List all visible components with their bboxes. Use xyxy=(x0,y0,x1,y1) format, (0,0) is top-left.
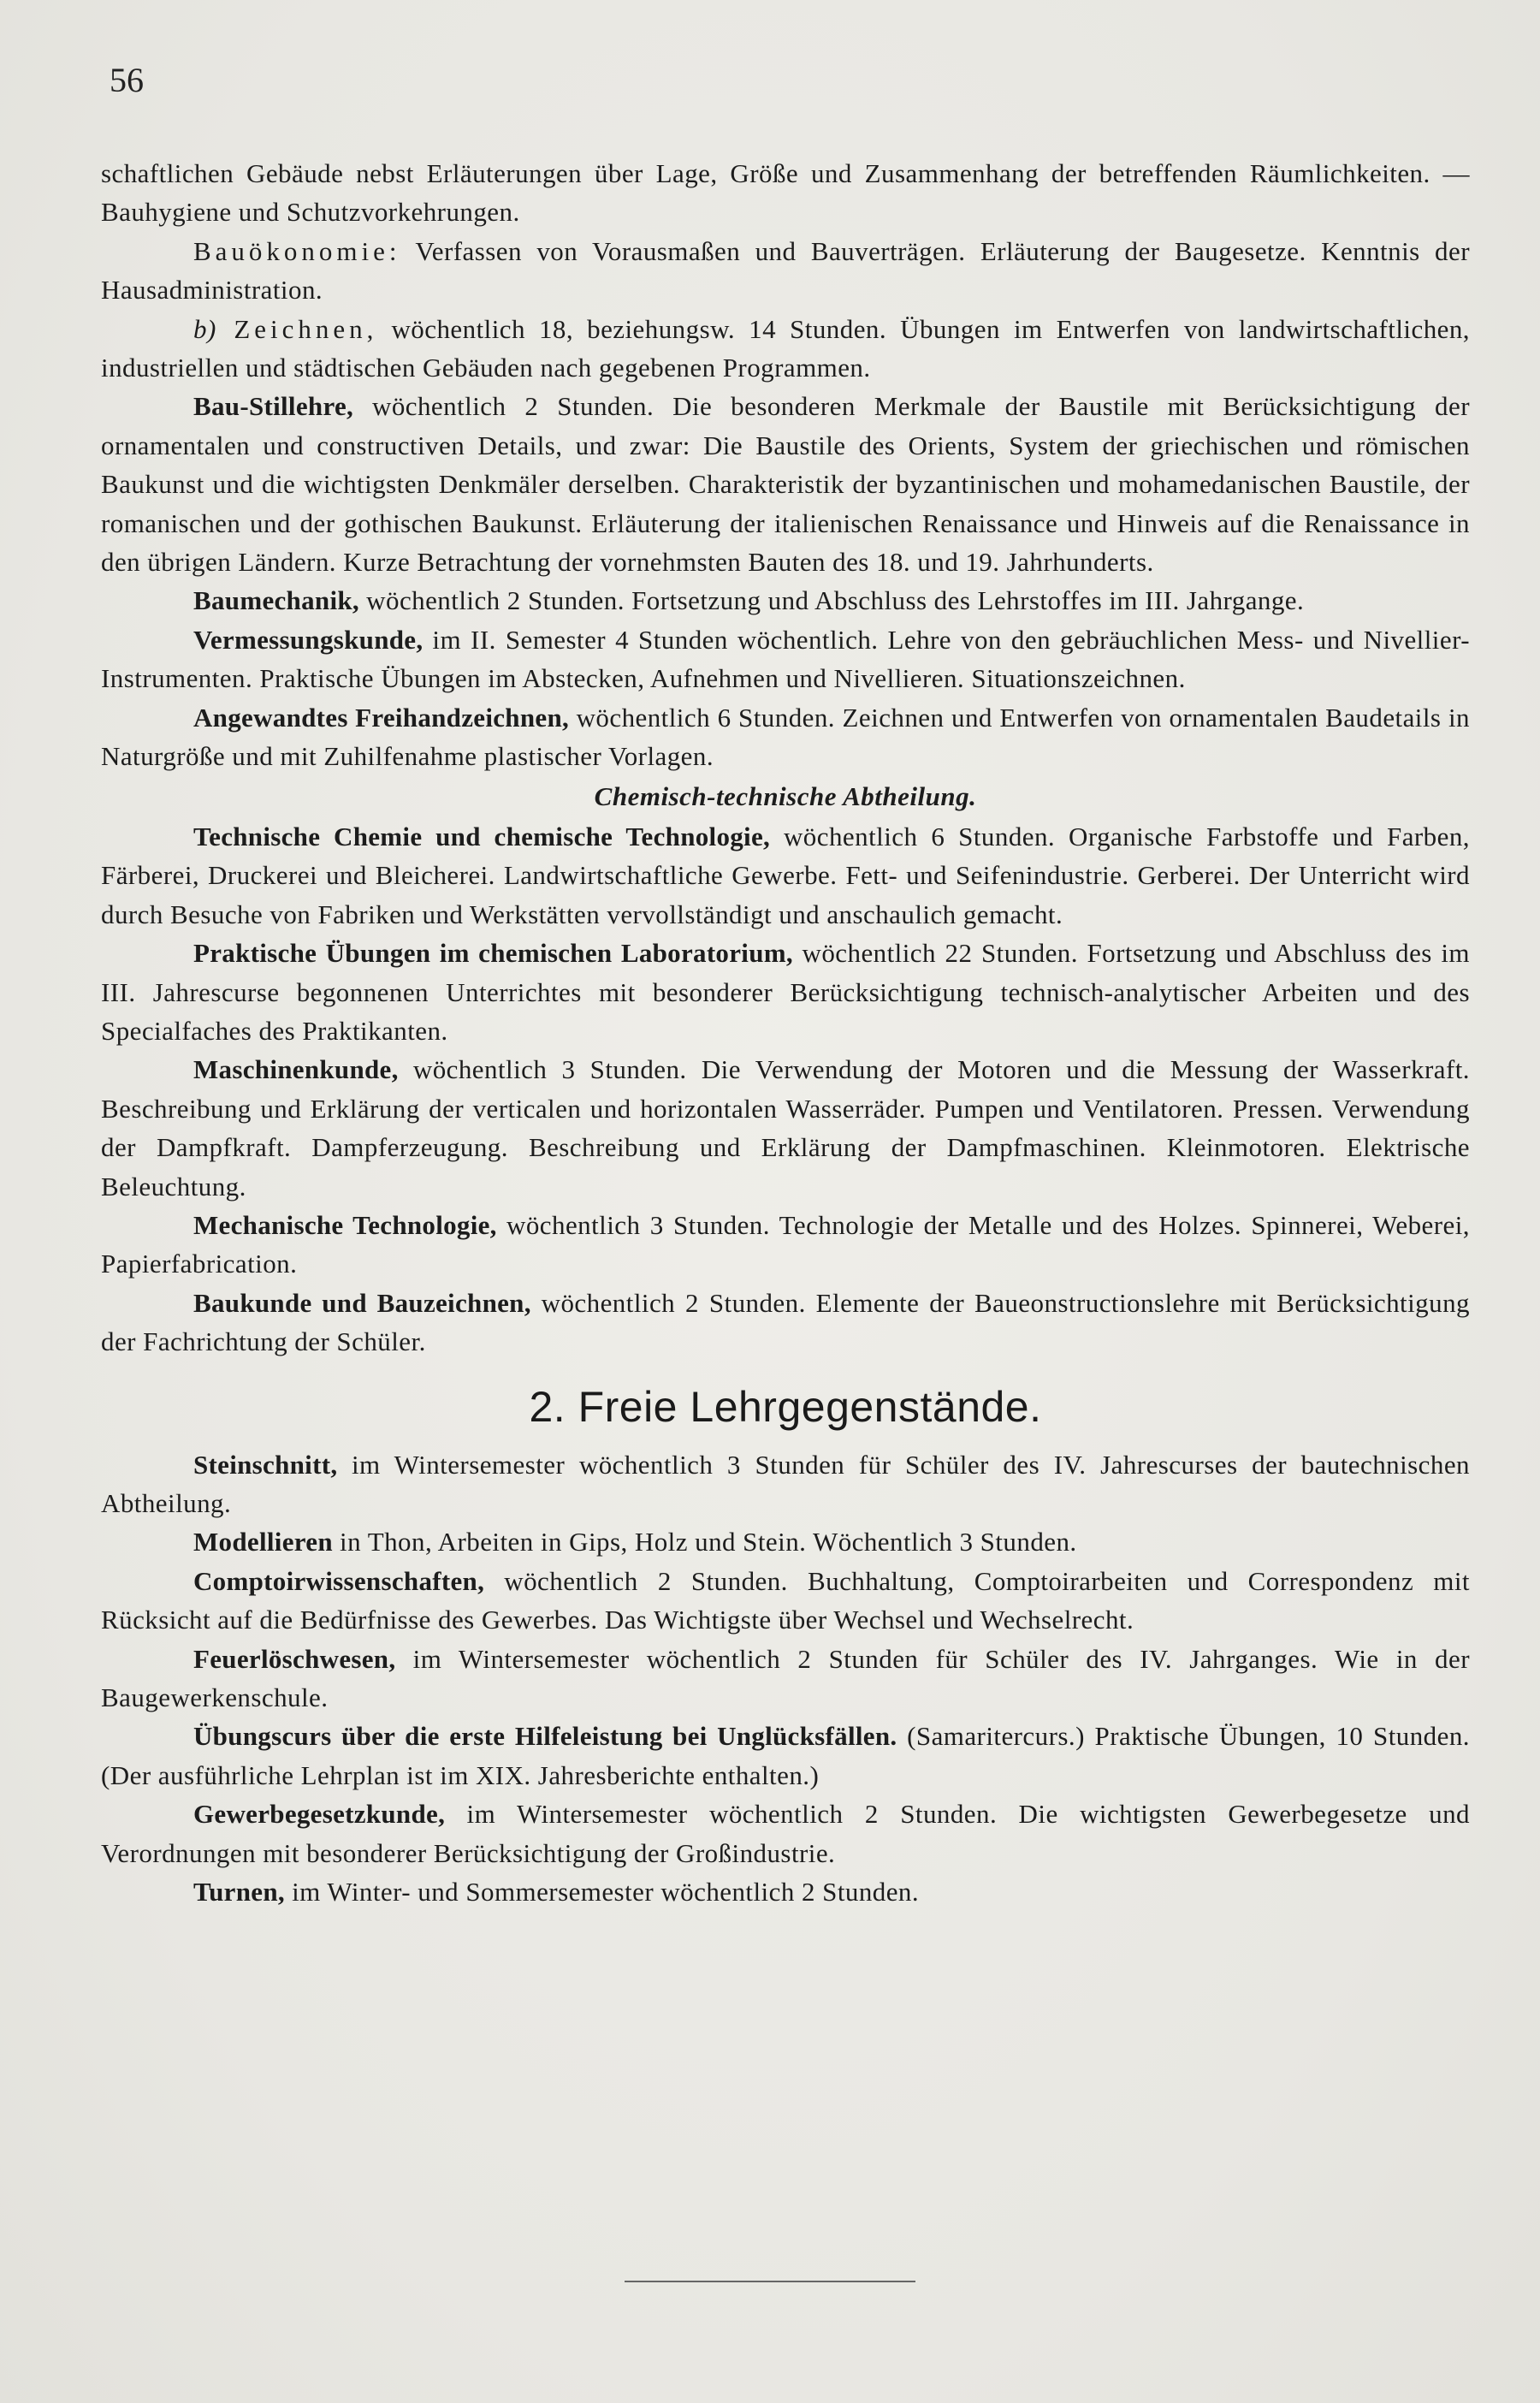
paragraph-bau-stillehre xyxy=(101,387,1470,581)
paragraph-lead: Gewerbegesetzkunde, xyxy=(193,1799,446,1830)
paragraph-lead: Technische Chemie und chemische Technologie, xyxy=(193,821,771,851)
paragraph-lead: Bauökonomie: xyxy=(193,235,401,266)
paragraph-gewerbegesetzkunde xyxy=(101,1795,1470,1872)
paragraph-lead: Baukunde und Bauzeichnen, xyxy=(193,1287,531,1318)
paragraph-lead: Maschinenkunde, xyxy=(193,1054,399,1085)
paragraph-turnen xyxy=(101,1872,1470,1911)
paragraph-modellieren xyxy=(101,1522,1470,1561)
paragraph-maschinenkunde xyxy=(101,1050,1470,1206)
paragraph-freihandzeichnen xyxy=(101,698,1470,776)
paragraph-lead: Zeichnen, xyxy=(216,313,378,344)
paragraph-text: wöchentlich 18, beziehungsw. 14 Stunden. Übungen im Entwerfen von landwirtschaftlichen, industriellen und städtischen Gebäuden nach gegebenen Programmen. xyxy=(101,313,1471,383)
paragraph-vermessungskunde xyxy=(101,620,1470,698)
paragraph-text: wöchentlich 6 Stunden. Zeichnen und Entwerfen von ornamentalen Baudetails in Naturgröße und mit Zuhilfenahme plastischer Vorlagen. xyxy=(101,702,1470,772)
paragraph-baumechanik xyxy=(101,581,1470,620)
paragraph-text: wöchentlich 6 Stunden. Organische Farbstoffe und Farben, Färberei, Druckerei und Bleicherei. Landwirtschaftliche Gewerbe. Fett- und Seifenindustrie. Gerberei. Der Unterricht wird durch Besuche von Fabriken und Werkstätten vervollständigt und anschaulich gemacht. xyxy=(101,821,1470,929)
paragraph-text: wöchentlich 2 Stunden. Fortsetzung und Abschluss des Lehrstoffes im III. Jahrgange. xyxy=(358,585,1305,616)
paragraph-text: im Winter- und Sommersemester wöchentlich 2 Stunden. xyxy=(284,1877,920,1908)
paragraph-text: wöchentlich 22 Stunden. Fortsetzung und Abschluss des im III. Jahrescurse begonnenen Unterrichtes mit besonderer Berücksichtigung technisch-analytischer Arbeiten und des Specialfaches des Praktikanten. xyxy=(101,938,1470,1046)
paragraph-lead: Feuerlöschwesen, xyxy=(193,1643,396,1674)
paragraph-lead: Bau-Stillehre, xyxy=(193,391,354,422)
paragraph-lead: Übungscurs über die erste Hilfeleistung bei Unglücksfällen. xyxy=(193,1721,897,1752)
page-number: 56 xyxy=(110,61,144,99)
paragraph-lead: Comptoirwissenschaften, xyxy=(193,1565,485,1596)
paragraph-text: in Thon, Arbeiten in Gips, Holz und Stein. Wöchentlich 3 Stunden. xyxy=(332,1527,1077,1558)
paragraph-baukunde xyxy=(101,1284,1470,1362)
paragraph-lead: Modellieren xyxy=(193,1527,333,1558)
paragraph-text: Verfassen von Vorausmaßen und Bauverträgen. Erläuterung der Baugesetze. Kenntnis der Hausadministration. xyxy=(101,235,1470,306)
paragraph-lead: Praktische Übungen im chemischen Laboratorium, xyxy=(193,938,793,969)
paragraph-hilfeleistung xyxy=(101,1717,1470,1795)
paragraph-text: im II. Semester 4 Stunden wöchentlich. Lehre von den gebräuchlichen Mess- und Nivellier-Instrumenten. Praktische Übungen im Abstecken, Aufnehmen und Nivellieren. Situationszeichnen. xyxy=(101,624,1470,694)
paragraph-lead: Steinschnitt, xyxy=(193,1449,338,1480)
paragraph-text: im Wintersemester wöchentlich 3 Stunden für Schüler des IV. Jahrescurses der bautechnischen Abtheilung. xyxy=(101,1449,1470,1518)
paragraph-mechanische-technologie xyxy=(101,1206,1470,1284)
paragraph-lead: Baumechanik, xyxy=(193,585,359,616)
end-rule xyxy=(625,2281,915,2282)
chapter-title: 2. Freie Lehrgegenstände. xyxy=(529,1382,1042,1431)
page-body xyxy=(101,154,1470,1911)
paragraph-zeichnen xyxy=(101,310,1470,388)
paragraph-text: schaftlichen Gebäude nebst Erläuterungen über Lage, Größe und Zusammenhang der betreffenden Räumlichkeiten. — Bauhygiene und Schutzvorkehrungen. xyxy=(101,158,1470,228)
paragraph-bauoekonomie xyxy=(101,232,1470,310)
paragraph-lead: Vermessungskunde, xyxy=(193,624,424,655)
item-letter: b) xyxy=(193,313,216,344)
paragraph-comptoirwissenschaften xyxy=(101,1562,1470,1640)
section-heading: Chemisch-technische Abtheilung. xyxy=(594,780,977,811)
paragraph-text: wöchentlich 2 Stunden. Die besonderen Merkmale der Baustile mit Berücksichtigung der ornamentalen und constructiven Details, und zwar: Die Baustile des Orients, System der griechischen und römischen Baukunst und die wichtigsten Denkmäler derselben. Charakteristik der byzantinischen und mohamedanischen Baustile, der romanischen und der gothischen Baukunst. Erläuterung der italienischen Renaissance und Hinweis auf die Renaissance in den übrigen Ländern. Kurze Betrachtung der vornehmsten Bauten des 18. und 19. Jahrhunderts. xyxy=(101,391,1470,578)
paragraph-lead: Angewandtes Freihandzeichnen, xyxy=(193,702,570,733)
paragraph-laboratorium xyxy=(101,934,1470,1050)
paragraph-text: wöchentlich 2 Stunden. Buchhaltung, Comptoirarbeiten und Correspondenz mit Rücksicht auf die Bedürfnisse des Gewerbes. Das Wichtigste über Wechsel und Wechselrecht. xyxy=(101,1565,1470,1635)
paragraph-lead: Turnen, xyxy=(193,1877,285,1908)
paragraph-text: wöchentlich 3 Stunden. Die Verwendung der Motoren und die Messung der Wasserkraft. Beschreibung und Erklärung der verticalen und horizontalen Wasserräder. Pumpen und Ventilatoren. Pressen. Verwendung der Dampfkraft. Dampferzeugung. Beschreibung und Erklärung der Dampfmaschinen. Kleinmotoren. Elektrische Beleuchtung. xyxy=(101,1054,1470,1202)
paragraph-steinschnitt xyxy=(101,1445,1470,1523)
paragraph-lead: Mechanische Technologie, xyxy=(193,1209,497,1240)
paragraph-text: wöchentlich 3 Stunden. Technologie der Metalle und des Holzes. Spinnerei, Weberei, Papierfabrication. xyxy=(101,1209,1470,1279)
paragraph-technische-chemie xyxy=(101,817,1470,934)
paragraph-continuation xyxy=(101,154,1470,232)
paragraph-feuerloeschwesen xyxy=(101,1640,1470,1718)
paragraph-text: im Wintersemester wöchentlich 2 Stunden. Die wichtigsten Gewerbegesetze und Verordnungen mit besonderer Berücksichtigung der Großindustrie. xyxy=(101,1799,1470,1868)
paragraph-text: wöchentlich 2 Stunden. Elemente der Baueonstructionslehre mit Berücksichtigung der Fachrichtung der Schüler. xyxy=(101,1287,1470,1357)
paragraph-text: im Wintersemester wöchentlich 2 Stunden für Schüler des IV. Jahrganges. Wie in der Baugewerkenschule. xyxy=(101,1643,1470,1713)
paragraph-text: (Samaritercurs.) Praktische Übungen, 10 Stunden. (Der ausführliche Lehrplan ist im XIX. Jahresberichte enthalten.) xyxy=(101,1721,1470,1790)
